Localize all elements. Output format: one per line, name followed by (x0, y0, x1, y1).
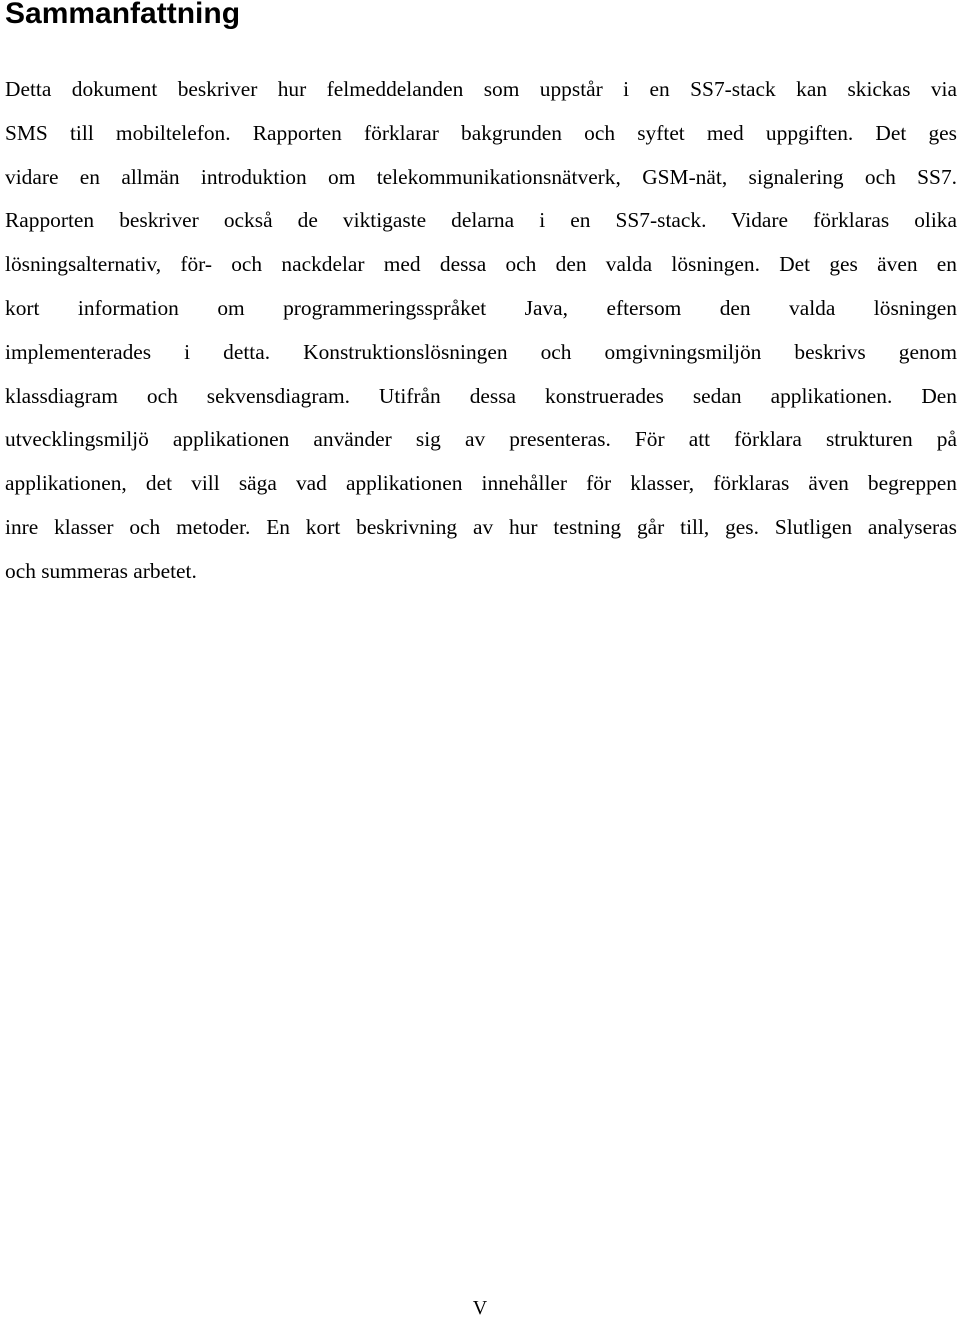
paragraph-line: utvecklingsmiljö applikationen använder sig av presenteras. För att förklara strukturen på (5, 427, 957, 452)
paragraph-line: applikationen, det vill säga vad applikationen innehåller för klasser, förklaras även begreppen (5, 471, 957, 496)
paragraph-line: inre klasser och metoder. En kort beskrivning av hur testning går till, ges. Slutligen analyseras (5, 514, 957, 539)
paragraph-line: kort information om programmeringsspråket Java, eftersom den valda lösningen (5, 295, 957, 320)
paragraph-line: lösningsalternativ, för- och nackdelar med dessa och den valda lösningen. Det ges även en (5, 252, 957, 277)
paragraph-line: SMS till mobiltelefon. Rapporten förklarar bakgrunden och syftet med uppgiften. Det ges (5, 120, 957, 145)
paragraph-line: klassdiagram och sekvensdiagram. Utifrån dessa konstruerades sedan applikationen. Den (5, 383, 957, 408)
paragraph-line: vidare en allmän introduktion om telekommunikationsnätverk, GSM-nät, signalering och SS7. (5, 164, 957, 189)
page-number: V (472, 1297, 488, 1319)
paragraph-line: implementerades i detta. Konstruktionslösningen och omgivningsmiljön beskrivs genom (5, 339, 957, 364)
paragraph-line-last: och summeras arbetet. (5, 558, 197, 583)
section-heading: Sammanfattning (5, 0, 241, 30)
paragraph-line: Detta dokument beskriver hur felmeddelanden som uppstår i en SS7-stack kan skickas via (5, 77, 957, 101)
paragraph-line: Rapporten beskriver också de viktigaste delarna i en SS7-stack. Vidare förklaras olika (5, 208, 957, 233)
summary-paragraph (5, 68, 957, 594)
